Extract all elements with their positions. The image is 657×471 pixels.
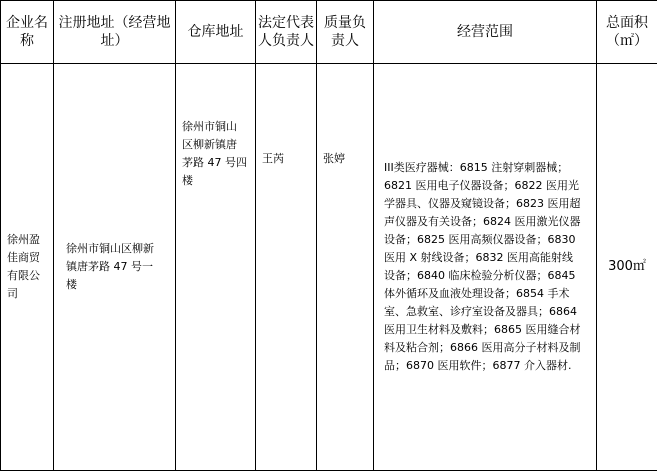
header-quality-manager: 质量负责人 [317, 1, 374, 64]
header-warehouse-address: 仓库地址 [176, 1, 256, 64]
header-legal-representative: 法定代表人负责人 [256, 1, 317, 64]
cell-warehouse-address: 徐州市铜山区柳新镇唐茅路 47 号四楼 [176, 64, 256, 471]
cell-legal-representative: 王芮 [256, 64, 317, 471]
header-company-name: 企业名称 [1, 1, 54, 64]
cell-business-scope: III类医疗器械：6815 注射穿刺器械；6821 医用电子仪器设备；6822 医用光学器具、仪器及窥镜设备；6823 医用超声仪器及有关设备；6824 医用激光仪器设备；6825 医用高频仪器设备；6830 医用 X 射线设备；6832 医用高能射线设备；6840 临床检验分析仪器；6845 体外循环及血液处理设备；6854 手术室、急救室、诊疗室设备及器具；6864 医用卫生材料及敷料；6865 医用缝合材料及粘合剂；6866 医用高分子材料及制品；6870 医用软件；6877 介入器材. [374, 64, 597, 471]
cell-registered-address: 徐州市铜山区柳新镇唐茅路 47 号一楼 [54, 64, 176, 471]
header-registered-address: 注册地址（经营地址） [54, 1, 176, 64]
header-total-area: 总面积（㎡） [597, 1, 657, 64]
table-row [1, 64, 657, 471]
header-business-scope: 经营范围 [374, 1, 597, 64]
header-row [1, 1, 657, 64]
cell-quality-manager: 张婷 [317, 64, 374, 471]
cell-company-name: 徐州盈佳商贸有限公司 [1, 64, 54, 471]
cell-total-area: 300㎡ [597, 64, 657, 471]
